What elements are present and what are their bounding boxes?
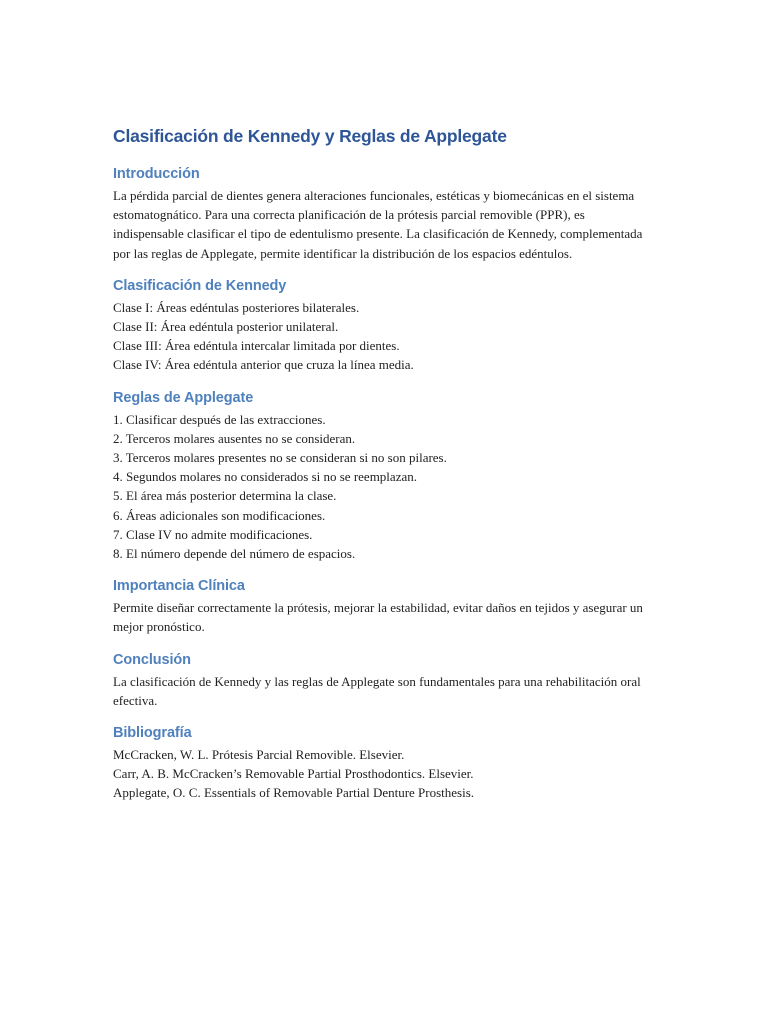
section-heading-applegate: Reglas de Applegate bbox=[113, 389, 254, 406]
section-kennedy bbox=[113, 276, 658, 375]
section-heading-importancia: Importancia Clínica bbox=[113, 578, 245, 595]
conclusion-paragraph: La clasificación de Kennedy y las reglas de Applegate son fundamentales para una rehabilitación oral efectiva. bbox=[113, 673, 641, 708]
list-item: 6. Áreas adicionales son modificaciones. bbox=[113, 507, 326, 523]
list-item: 7. Clase IV no admite modificaciones. bbox=[113, 526, 313, 542]
list-item: 4. Segundos molares no considerados si no se reemplazan. bbox=[113, 469, 417, 485]
bibliography-list bbox=[113, 745, 658, 803]
list-item: Applegate, O. C. Essentials of Removable Partial Denture Prosthesis. bbox=[113, 785, 475, 801]
document-title: Clasificación de Kennedy y Reglas de Applegate bbox=[113, 126, 507, 146]
section-heading-conclusion: Conclusión bbox=[113, 651, 191, 668]
section-heading-kennedy: Clasificación de Kennedy bbox=[113, 277, 287, 294]
document-page bbox=[113, 124, 658, 816]
introduccion-paragraph: La pérdida parcial de dientes genera alteraciones funcionales, estéticas y biomecánicas en el sistema estomatognático. Para una correcta planificación de la prótesis parcial removible (PPR), es indispensable clasificar el tipo de edentulismo presente. La clasificación de Kennedy, complementada por las reglas de Applegate, permite identificar la distribución de los espacios edéntulos. bbox=[113, 188, 643, 261]
list-item: McCracken, W. L. Prótesis Parcial Removible. Elsevier. bbox=[113, 747, 405, 763]
section-applegate bbox=[113, 388, 658, 564]
importancia-paragraph: Permite diseñar correctamente la prótesis, mejorar la estabilidad, evitar daños en tejidos y asegurar un mejor pronóstico. bbox=[113, 600, 643, 635]
list-item: Clase II: Área edéntula posterior unilateral. bbox=[113, 319, 339, 335]
list-item: Clase III: Área edéntula intercalar limitada por dientes. bbox=[113, 338, 400, 354]
section-heading-introduccion: Introducción bbox=[113, 166, 200, 182]
section-introduccion bbox=[113, 164, 658, 263]
list-item: Clase I: Áreas edéntulas posteriores bilaterales. bbox=[113, 299, 360, 315]
section-conclusion bbox=[113, 650, 658, 710]
list-item: 8. El número depende del número de espacios. bbox=[113, 546, 356, 562]
applegate-rules-list bbox=[113, 410, 658, 564]
list-item: Clase IV: Área edéntula anterior que cruza la línea media. bbox=[113, 357, 414, 373]
section-importancia bbox=[113, 576, 658, 636]
list-item: 2. Terceros molares ausentes no se consideran. bbox=[113, 430, 356, 446]
list-item: 1. Clasificar después de las extracciones. bbox=[113, 411, 326, 427]
list-item: 5. El área más posterior determina la clase. bbox=[113, 488, 337, 504]
kennedy-class-list bbox=[113, 298, 658, 375]
list-item: Carr, A. B. McCracken’s Removable Partial Prosthodontics. Elsevier. bbox=[113, 766, 474, 782]
list-item: 3. Terceros molares presentes no se consideran si no son pilares. bbox=[113, 450, 447, 466]
section-heading-bibliografia: Bibliografía bbox=[113, 725, 192, 742]
section-bibliografia bbox=[113, 723, 658, 803]
